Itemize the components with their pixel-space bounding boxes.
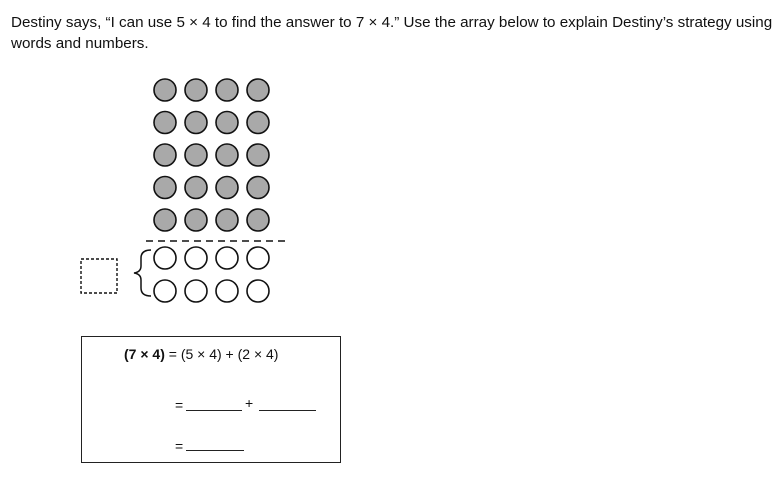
shaded-dot — [247, 112, 269, 134]
unshaded-dot — [185, 280, 207, 302]
shaded-dot — [185, 79, 207, 101]
shaded-dot — [154, 209, 176, 231]
unshaded-dot — [154, 280, 176, 302]
blank-1[interactable] — [186, 410, 242, 411]
shaded-dot — [154, 112, 176, 134]
shaded-dot — [185, 177, 207, 199]
shaded-dot — [154, 79, 176, 101]
equation-line-1 — [124, 346, 278, 362]
blank-3[interactable] — [186, 450, 244, 451]
shaded-dot — [216, 112, 238, 134]
shaded-dot — [154, 177, 176, 199]
equals-sign-1: = — [175, 397, 184, 413]
shaded-dot — [216, 144, 238, 166]
unshaded-dot — [247, 247, 269, 269]
equation-rest: = (5 × 4) + (2 × 4) — [164, 346, 279, 362]
unshaded-dot — [216, 247, 238, 269]
dot-grid — [154, 79, 269, 302]
unshaded-dot — [154, 247, 176, 269]
shaded-dot — [185, 112, 207, 134]
curly-brace — [134, 250, 151, 296]
shaded-dot — [185, 209, 207, 231]
plus-sign: + — [245, 395, 254, 411]
shaded-dot — [216, 177, 238, 199]
unshaded-dot — [185, 247, 207, 269]
shaded-dot — [247, 209, 269, 231]
shaded-dot — [247, 79, 269, 101]
shaded-dot — [247, 144, 269, 166]
question-text: Destiny says, “I can use 5 × 4 to find the answer to 7 × 4.” Use the array below to explain Destiny’s strategy using words and numbers. — [11, 14, 773, 52]
unshaded-dot — [216, 280, 238, 302]
shaded-dot — [154, 144, 176, 166]
unshaded-dot — [247, 280, 269, 302]
shaded-dot — [216, 209, 238, 231]
shaded-dot — [185, 144, 207, 166]
blank-2[interactable] — [259, 410, 316, 411]
equals-sign-2: = — [175, 438, 184, 454]
equation-box — [81, 336, 341, 463]
shaded-dot — [216, 79, 238, 101]
answer-box-dashed[interactable] — [81, 259, 117, 293]
equation-bold-part: (7 × 4) — [124, 346, 165, 362]
shaded-dot — [247, 177, 269, 199]
